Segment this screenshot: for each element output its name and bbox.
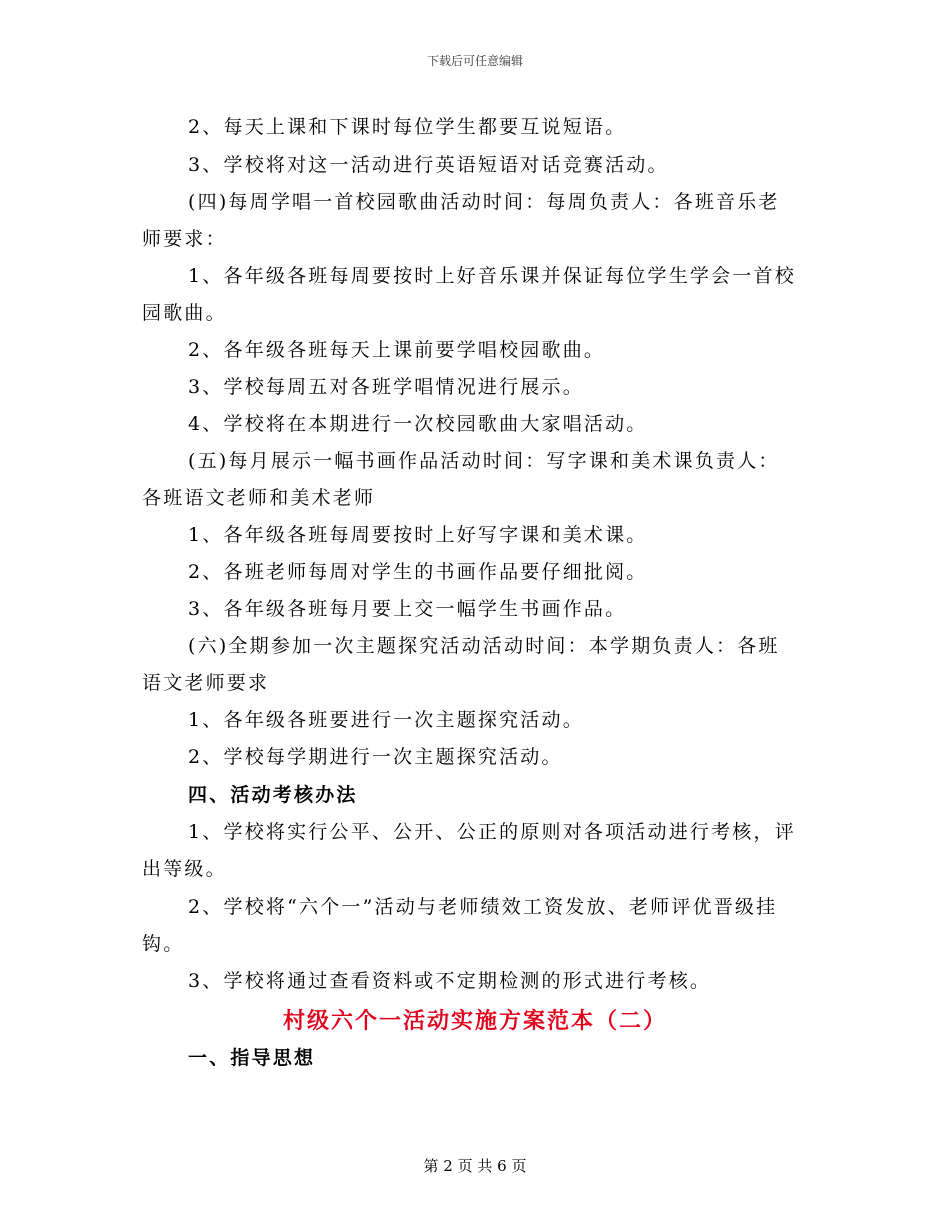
text-line: 1、各年级各班每周要按时上好音乐课并保证每位学生学会一首校 — [188, 265, 796, 287]
text-line: 4、学校将在本期进行一次校园歌曲大家唱活动。 — [188, 413, 648, 435]
page-footer: 第 2 页 共 6 页 — [423, 1157, 527, 1175]
text-line: 2、每天上课和下课时每位学生都要互说短语。 — [188, 116, 627, 138]
text-line: 2、学校将“六个一”活动与老师绩效工资发放、老师评优晋级挂 — [188, 896, 778, 918]
text-line: 各班语文老师和美术老师 — [142, 487, 376, 509]
text-line: 3、各年级各班每月要上交一幅学生书画作品。 — [188, 598, 627, 620]
document-title: 村级六个一活动实施方案范本（二） — [282, 1008, 667, 1034]
text-line: 1、各年级各班要进行一次主题探究活动。 — [188, 709, 584, 731]
page-header: 下载后可任意编辑 — [426, 54, 523, 68]
text-line: (五)每月展示一幅书画作品活动时间：写字课和美术课负责人： — [188, 450, 780, 472]
text-line: 3、学校将通过查看资料或不定期检测的形式进行考核。 — [188, 970, 712, 992]
text-line: 3、学校将对这一活动进行英语短语对话竞赛活动。 — [188, 154, 669, 176]
text-line: 钩。 — [142, 933, 185, 955]
text-line: 1、各年级各班每周要按时上好写字课和美术课。 — [188, 524, 648, 546]
text-line: 2、各班老师每周对学生的书画作品要仔细批阅。 — [188, 561, 648, 583]
text-line: (四)每周学唱一首校园歌曲活动时间：每周负责人：各班音乐老 — [188, 191, 780, 213]
text-line: 2、各年级各班每天上课前要学唱校园歌曲。 — [188, 339, 606, 361]
text-line: 3、学校每周五对各班学唱情况进行展示。 — [188, 376, 584, 398]
text-line: (六)全期参加一次主题探究活动活动时间：本学期负责人：各班 — [188, 635, 780, 657]
text-line: 师要求： — [142, 228, 227, 250]
text-line: 出等级。 — [142, 858, 227, 880]
text-line: 1、学校将实行公平、公开、公正的原则对各项活动进行考核，评 — [188, 821, 796, 843]
section-heading: 一、指导思想 — [188, 1047, 316, 1069]
text-line: 2、学校每学期进行一次主题探究活动。 — [188, 746, 563, 768]
text-line: 语文老师要求 — [142, 672, 270, 694]
section-heading: 四、活动考核办法 — [188, 784, 358, 806]
text-line: 园歌曲。 — [142, 302, 227, 324]
